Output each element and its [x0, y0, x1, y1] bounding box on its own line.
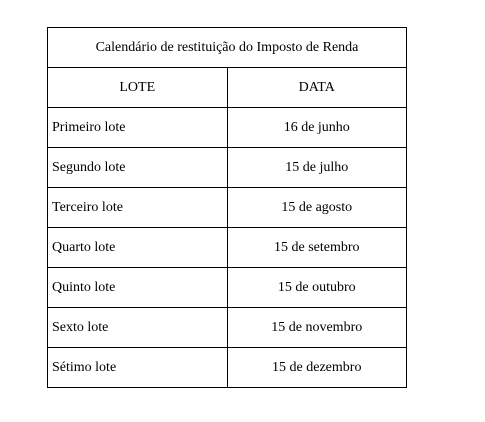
table-row — [48, 188, 407, 228]
lote-cell: Quarto lote — [48, 228, 228, 268]
table-row — [48, 348, 407, 388]
data-cell: 15 de julho — [227, 148, 407, 188]
data-cell: 15 de agosto — [227, 188, 407, 228]
table-row — [48, 228, 407, 268]
lote-cell: Terceiro lote — [48, 188, 228, 228]
table-title-row — [48, 28, 407, 68]
data-cell: 16 de junho — [227, 108, 407, 148]
lote-cell: Primeiro lote — [48, 108, 228, 148]
table-title: Calendário de restituição do Imposto de Renda — [48, 28, 407, 68]
data-cell: 15 de dezembro — [227, 348, 407, 388]
table-row — [48, 308, 407, 348]
data-cell: 15 de outubro — [227, 268, 407, 308]
header-lote: LOTE — [48, 68, 228, 108]
lote-cell: Segundo lote — [48, 148, 228, 188]
refund-calendar-table — [47, 27, 407, 388]
header-data: DATA — [227, 68, 407, 108]
table-header-row — [48, 68, 407, 108]
lote-cell: Quinto lote — [48, 268, 228, 308]
table-row — [48, 108, 407, 148]
lote-cell: Sexto lote — [48, 308, 228, 348]
data-cell: 15 de setembro — [227, 228, 407, 268]
table-row — [48, 268, 407, 308]
lote-cell: Sétimo lote — [48, 348, 228, 388]
data-cell: 15 de novembro — [227, 308, 407, 348]
table-row — [48, 148, 407, 188]
